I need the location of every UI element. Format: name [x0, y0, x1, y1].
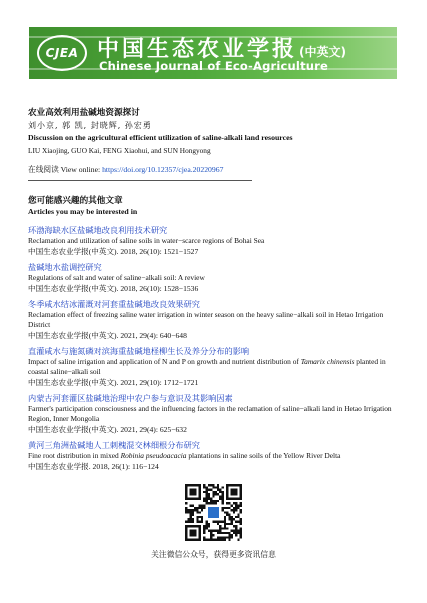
journal-title-tag: (中英文): [299, 45, 346, 59]
related-article-title-cn[interactable]: 黄河三角洲盐碱地人工刺槐混交林细根分布研究: [28, 440, 200, 450]
related-section-title-en: Articles you may be interested in: [28, 207, 138, 216]
article-authors-en: LIU Xiaojing, GUO Kai, FENG Xiaohui, and SUN Hongyong: [28, 146, 211, 155]
article-authors-cn: 刘小京, 郭 凯, 封晓辉, 孙宏勇: [28, 121, 152, 130]
related-article-title-en: Reclamation and utilization of saline soils in water−scarce regions of Bohai Sea: [28, 236, 265, 245]
related-article: [28, 440, 400, 472]
related-article-title-en: [28, 357, 400, 377]
related-section-title-cn: 您可能感兴趣的其他文章: [28, 196, 123, 206]
related-article-title-en: Reclamation effect of freezing saline water irrigation in winter season on the heavy saline−alkali soil in Hetao Irrigation District: [28, 310, 384, 329]
species-name: Robinia pseudoacacia: [120, 451, 187, 460]
title-en-part: planted in coastal saline−alkali soil: [28, 357, 386, 376]
journal-title-en: Chinese Journal of Eco-Agriculture: [99, 59, 329, 73]
related-article-citation: 中国生态农业学报. 2018, 26(1): 116−124: [28, 462, 159, 471]
title-en-part: Impact of saline irrigation and application of N and P on growth and nutrient distribution of: [28, 357, 301, 366]
journal-logo: [37, 35, 87, 71]
title-en-part: Fine root distribution in mixed: [28, 451, 121, 460]
related-article-title-en: [28, 451, 400, 461]
related-article-citation: 中国生态农业学报(中英文). 2021, 29(4): 640−648: [28, 331, 187, 340]
related-article-title-en: Regulations of salt and water of saline−alkali soil: A review: [28, 273, 205, 282]
related-article-citation: 中国生态农业学报(中英文). 2021, 29(10): 1712−1721: [28, 378, 199, 387]
journal-title-cn-text: 中国生态农业学报: [97, 37, 298, 62]
related-article: [28, 262, 400, 294]
doi-link[interactable]: https://doi.org/10.12357/cjea.20220967: [102, 165, 224, 174]
logo-text: CJEA: [45, 46, 79, 60]
online-label: 在线阅读 View online:: [28, 165, 103, 174]
article-title-en: Discussion on the agricultural efficient utilization of saline-alkali land resources: [28, 133, 293, 142]
qr-code-icon: [185, 484, 242, 541]
related-article: [28, 346, 400, 388]
title-en-part: plantations in saline soils of the Yellow River Delta: [186, 451, 341, 460]
related-article-citation: 中国生态农业学报(中英文). 2018, 26(10): 1528−1536: [28, 284, 199, 293]
online-link-row: [28, 164, 400, 175]
related-article: [28, 393, 400, 435]
related-articles-list: [28, 225, 400, 477]
related-article-title-cn[interactable]: 直灌咸水与施氮磷对滨海重盐碱地柽柳生长及养分分布的影响: [28, 346, 250, 356]
related-article-title-en: Farmer's participation consciousness and the influencing factors in the reclamation of saline−alkali land in Hetao Irrigation Region, Inner Mongolia: [28, 404, 392, 423]
related-article-title-cn[interactable]: 内蒙古河套灌区盐碱地治理中农户参与意识及其影响因素: [28, 393, 233, 403]
related-article-citation: 中国生态农业学报(中英文). 2018, 26(10): 1521−1527: [28, 247, 199, 256]
related-article-title-cn[interactable]: 盐碱地水盐调控研究: [28, 262, 102, 272]
related-article-title-cn[interactable]: 环渤海缺水区盐碱地改良利用技术研究: [28, 225, 168, 235]
related-article: [28, 225, 400, 257]
related-article: [28, 299, 400, 341]
qr-caption: 关注微信公众号，获得更多资讯信息: [151, 550, 276, 559]
journal-banner: [29, 27, 397, 79]
related-article-citation: 中国生态农业学报(中英文). 2021, 29(4): 625−632: [28, 425, 187, 434]
divider: [28, 180, 252, 181]
species-name: Tamarix chinensis: [300, 357, 355, 366]
related-article-title-cn[interactable]: 冬季咸水结冰灌溉对河套重盐碱地改良效果研究: [28, 299, 200, 309]
article-category: 农业高效利用盐碱地资源探讨: [28, 108, 140, 118]
